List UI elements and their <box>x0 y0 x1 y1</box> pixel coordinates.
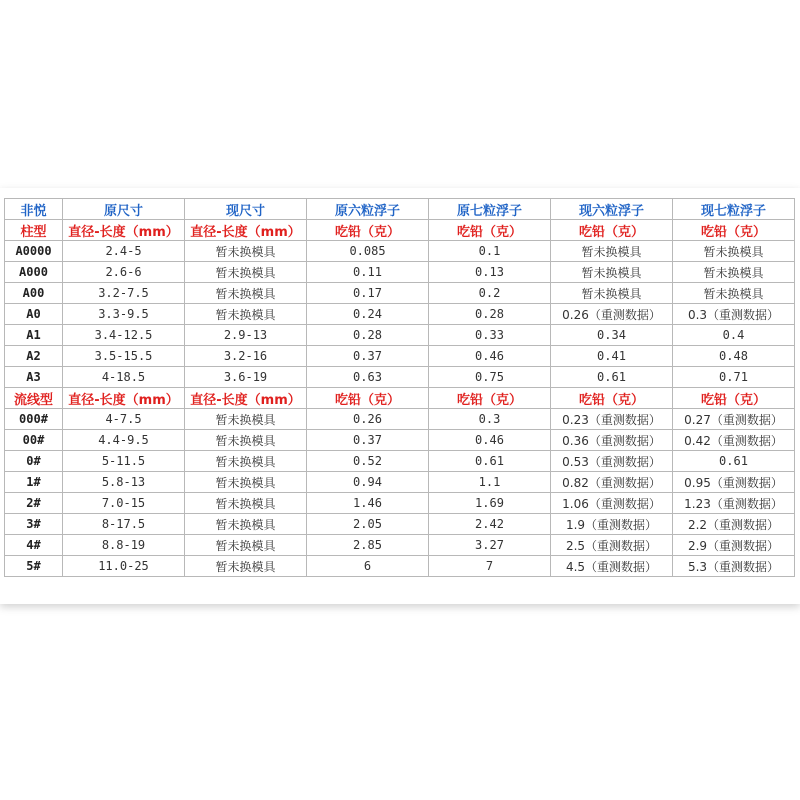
cell-current-size: 暂未换模具 <box>185 493 307 514</box>
cell-original-six-bead: 0.085 <box>307 241 429 262</box>
subheader-cell-original-size: 直径-长度（mm） <box>63 388 185 409</box>
cell-original-size: 4.4-9.5 <box>63 430 185 451</box>
header-cell-current-seven-bead: 现七粒浮子 <box>673 199 795 220</box>
cell-current-six-bead: 0.34 <box>551 325 673 346</box>
cell-current-seven-bead: 0.42（重测数据） <box>673 430 795 451</box>
cell-original-six-bead: 0.63 <box>307 367 429 388</box>
cell-original-size: 3.5-15.5 <box>63 346 185 367</box>
cell-current-six-bead: 0.23（重测数据） <box>551 409 673 430</box>
subheader-cell-current-size: 直径-长度（mm） <box>185 220 307 241</box>
cell-original-seven-bead: 7 <box>429 556 551 577</box>
cell-original-size: 11.0-25 <box>63 556 185 577</box>
table-row <box>5 262 795 283</box>
subheader-cell-original-six-bead: 吃铅（克） <box>307 220 429 241</box>
cell-original-six-bead: 0.17 <box>307 283 429 304</box>
cell-original-seven-bead: 0.28 <box>429 304 551 325</box>
cell-current-size: 2.9-13 <box>185 325 307 346</box>
cell-original-seven-bead: 0.75 <box>429 367 551 388</box>
float-spec-table <box>4 198 795 577</box>
header-cell-brand: 非悦 <box>5 199 63 220</box>
cell-current-seven-bead: 5.3（重测数据） <box>673 556 795 577</box>
cell-model: 00# <box>5 430 63 451</box>
cell-original-six-bead: 0.94 <box>307 472 429 493</box>
cell-current-six-bead: 4.5（重测数据） <box>551 556 673 577</box>
cell-current-seven-bead: 0.4 <box>673 325 795 346</box>
cell-current-six-bead: 0.26（重测数据） <box>551 304 673 325</box>
cell-model: 000# <box>5 409 63 430</box>
cell-original-size: 4-7.5 <box>63 409 185 430</box>
cell-current-six-bead: 0.36（重测数据） <box>551 430 673 451</box>
table-body <box>5 199 795 577</box>
cell-original-six-bead: 0.28 <box>307 325 429 346</box>
cell-current-six-bead: 0.53（重测数据） <box>551 451 673 472</box>
header-cell-original-size: 原尺寸 <box>63 199 185 220</box>
cell-original-six-bead: 0.37 <box>307 430 429 451</box>
cell-current-seven-bead: 2.9（重测数据） <box>673 535 795 556</box>
cell-current-seven-bead: 1.23（重测数据） <box>673 493 795 514</box>
subheader-cell-original-seven-bead: 吃铅（克） <box>429 388 551 409</box>
table-row <box>5 430 795 451</box>
header-cell-current-size: 现尺寸 <box>185 199 307 220</box>
table-row <box>5 304 795 325</box>
cell-current-size: 暂未换模具 <box>185 535 307 556</box>
subheader-cell-current-seven-bead: 吃铅（克） <box>673 388 795 409</box>
cell-current-size: 暂未换模具 <box>185 472 307 493</box>
table-row <box>5 283 795 304</box>
cell-current-seven-bead: 0.95（重测数据） <box>673 472 795 493</box>
cell-original-six-bead: 0.11 <box>307 262 429 283</box>
cell-original-size: 8.8-19 <box>63 535 185 556</box>
cell-model: 4# <box>5 535 63 556</box>
header-cell-current-six-bead: 现六粒浮子 <box>551 199 673 220</box>
cell-model: A2 <box>5 346 63 367</box>
cell-current-six-bead: 暂未换模具 <box>551 241 673 262</box>
subheader-cell-current-seven-bead: 吃铅（克） <box>673 220 795 241</box>
cell-current-six-bead: 2.5（重测数据） <box>551 535 673 556</box>
cell-original-seven-bead: 0.3 <box>429 409 551 430</box>
cell-original-seven-bead: 0.13 <box>429 262 551 283</box>
subheader-cell-current-six-bead: 吃铅（克） <box>551 388 673 409</box>
cell-model: A0 <box>5 304 63 325</box>
cell-model: 5# <box>5 556 63 577</box>
subheader-cell-original-six-bead: 吃铅（克） <box>307 388 429 409</box>
table-row <box>5 514 795 535</box>
cell-original-six-bead: 0.37 <box>307 346 429 367</box>
cell-current-six-bead: 1.9（重测数据） <box>551 514 673 535</box>
header-row <box>5 199 795 220</box>
cell-model: 3# <box>5 514 63 535</box>
cell-current-seven-bead: 0.27（重测数据） <box>673 409 795 430</box>
cell-current-size: 暂未换模具 <box>185 430 307 451</box>
cell-current-seven-bead: 0.3（重测数据） <box>673 304 795 325</box>
cell-original-seven-bead: 0.33 <box>429 325 551 346</box>
cell-original-seven-bead: 0.46 <box>429 430 551 451</box>
cell-original-size: 3.4-12.5 <box>63 325 185 346</box>
cell-current-size: 暂未换模具 <box>185 262 307 283</box>
cell-original-six-bead: 0.26 <box>307 409 429 430</box>
spec-sheet <box>0 188 800 604</box>
subheader-cell-model: 柱型 <box>5 220 63 241</box>
table-row <box>5 409 795 430</box>
header-cell-original-six-bead: 原六粒浮子 <box>307 199 429 220</box>
cell-model: 2# <box>5 493 63 514</box>
cell-current-six-bead: 0.82（重测数据） <box>551 472 673 493</box>
cell-original-size: 3.2-7.5 <box>63 283 185 304</box>
cell-model: A0000 <box>5 241 63 262</box>
cell-original-seven-bead: 0.1 <box>429 241 551 262</box>
cell-current-seven-bead: 0.48 <box>673 346 795 367</box>
cell-original-six-bead: 6 <box>307 556 429 577</box>
cell-current-size: 暂未换模具 <box>185 556 307 577</box>
section-subheader-row <box>5 220 795 241</box>
subheader-cell-current-size: 直径-长度（mm） <box>185 388 307 409</box>
cell-original-six-bead: 0.52 <box>307 451 429 472</box>
table-row <box>5 346 795 367</box>
cell-current-seven-bead: 2.2（重测数据） <box>673 514 795 535</box>
cell-original-size: 3.3-9.5 <box>63 304 185 325</box>
table-row <box>5 451 795 472</box>
cell-original-seven-bead: 1.69 <box>429 493 551 514</box>
cell-model: A000 <box>5 262 63 283</box>
cell-current-size: 暂未换模具 <box>185 241 307 262</box>
subheader-cell-model: 流线型 <box>5 388 63 409</box>
cell-current-six-bead: 0.41 <box>551 346 673 367</box>
header-cell-original-seven-bead: 原七粒浮子 <box>429 199 551 220</box>
section-subheader-row <box>5 388 795 409</box>
cell-original-size: 7.0-15 <box>63 493 185 514</box>
subheader-cell-original-size: 直径-长度（mm） <box>63 220 185 241</box>
cell-original-seven-bead: 0.2 <box>429 283 551 304</box>
cell-original-seven-bead: 3.27 <box>429 535 551 556</box>
cell-original-size: 5-11.5 <box>63 451 185 472</box>
cell-current-size: 暂未换模具 <box>185 409 307 430</box>
cell-model: A00 <box>5 283 63 304</box>
cell-model: 0# <box>5 451 63 472</box>
cell-original-six-bead: 2.85 <box>307 535 429 556</box>
cell-original-seven-bead: 0.61 <box>429 451 551 472</box>
cell-original-size: 2.6-6 <box>63 262 185 283</box>
cell-original-size: 4-18.5 <box>63 367 185 388</box>
cell-current-size: 3.2-16 <box>185 346 307 367</box>
cell-current-size: 暂未换模具 <box>185 451 307 472</box>
cell-current-seven-bead: 暂未换模具 <box>673 283 795 304</box>
cell-model: A3 <box>5 367 63 388</box>
cell-current-seven-bead: 0.61 <box>673 451 795 472</box>
cell-current-seven-bead: 0.71 <box>673 367 795 388</box>
table-row <box>5 535 795 556</box>
cell-original-six-bead: 1.46 <box>307 493 429 514</box>
subheader-cell-current-six-bead: 吃铅（克） <box>551 220 673 241</box>
cell-model: 1# <box>5 472 63 493</box>
table-row <box>5 367 795 388</box>
cell-current-six-bead: 1.06（重测数据） <box>551 493 673 514</box>
cell-original-seven-bead: 2.42 <box>429 514 551 535</box>
table-row <box>5 556 795 577</box>
cell-original-six-bead: 0.24 <box>307 304 429 325</box>
table-row <box>5 493 795 514</box>
table-row <box>5 241 795 262</box>
cell-current-size: 暂未换模具 <box>185 514 307 535</box>
cell-original-size: 2.4-5 <box>63 241 185 262</box>
cell-current-size: 暂未换模具 <box>185 304 307 325</box>
cell-original-six-bead: 2.05 <box>307 514 429 535</box>
cell-model: A1 <box>5 325 63 346</box>
subheader-cell-original-seven-bead: 吃铅（克） <box>429 220 551 241</box>
cell-current-seven-bead: 暂未换模具 <box>673 262 795 283</box>
cell-current-six-bead: 0.61 <box>551 367 673 388</box>
cell-current-size: 暂未换模具 <box>185 283 307 304</box>
cell-current-six-bead: 暂未换模具 <box>551 283 673 304</box>
cell-current-size: 3.6-19 <box>185 367 307 388</box>
cell-original-seven-bead: 0.46 <box>429 346 551 367</box>
cell-original-size: 8-17.5 <box>63 514 185 535</box>
cell-current-seven-bead: 暂未换模具 <box>673 241 795 262</box>
cell-original-size: 5.8-13 <box>63 472 185 493</box>
table-row <box>5 472 795 493</box>
cell-original-seven-bead: 1.1 <box>429 472 551 493</box>
table-row <box>5 325 795 346</box>
cell-current-six-bead: 暂未换模具 <box>551 262 673 283</box>
